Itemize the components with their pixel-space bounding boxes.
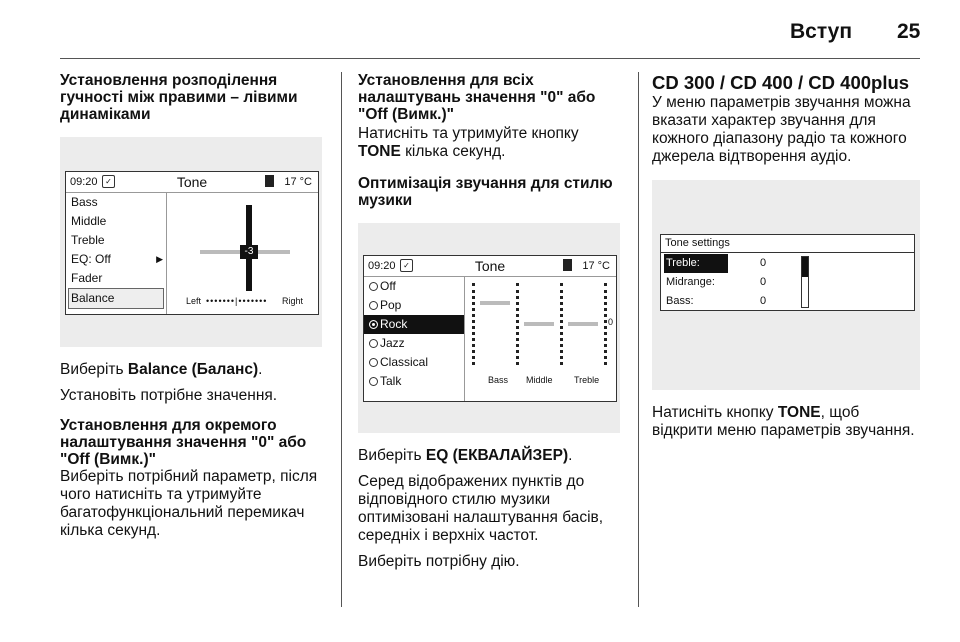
menu-item-middle[interactable]: Middle — [71, 214, 107, 228]
paragraph-press-tone — [652, 404, 924, 440]
menu-item-eq-label: EQ: Off — [71, 252, 111, 266]
temperature: 17 °C — [284, 176, 312, 188]
eq-menu — [364, 277, 465, 401]
heading-reset-all: Установлення для всіх налаштувань значення "0" або "Off (Вимк.)" — [358, 72, 596, 123]
setting-label: Treble: — [664, 254, 728, 273]
balance-screenshot — [60, 137, 322, 347]
menu-item-treble[interactable]: Treble — [71, 233, 105, 247]
column-2 — [358, 72, 620, 571]
balance-value-badge: -3 — [240, 245, 258, 259]
temperature: 17 °C — [582, 260, 610, 272]
setting-value: 0 — [760, 295, 767, 307]
radio-icon — [369, 339, 378, 348]
bass-level-bar — [480, 301, 510, 305]
eq-dotted-line — [604, 283, 607, 365]
clock-icon: ✓ — [102, 175, 115, 188]
status-bar — [66, 172, 318, 193]
eq-option-pop[interactable] — [364, 296, 464, 315]
setting-row-treble[interactable] — [664, 254, 909, 273]
radio-icon — [369, 282, 378, 291]
setting-value: 0 — [760, 276, 767, 288]
text: Виберіть — [358, 447, 426, 464]
column-1 — [60, 72, 322, 540]
tone-settings-screen — [660, 234, 915, 311]
bold-text: EQ (ЕКВАЛАЙЗЕР) — [425, 447, 569, 464]
page-header — [0, 0, 960, 60]
eq-dotted-line — [472, 283, 475, 365]
option-label: Pop — [380, 298, 402, 312]
slider-dots: •••••••|••••••• — [206, 296, 268, 306]
column-divider-2 — [638, 72, 639, 607]
eq-screenshot — [358, 223, 620, 433]
text: Натисніть кнопку — [652, 404, 778, 421]
eq-option-classical[interactable] — [364, 353, 464, 372]
tone-eq-screen — [363, 255, 617, 402]
scrollbar-thumb[interactable] — [802, 257, 808, 277]
middle-label: Middle — [526, 375, 553, 385]
column-divider-1 — [341, 72, 342, 607]
menu-item-bass[interactable]: Bass — [71, 195, 98, 209]
text: , щоб відкрити меню параметрів звучання. — [652, 404, 915, 439]
setting-label: Bass: — [666, 295, 694, 307]
text: . — [258, 361, 263, 378]
bold-text: TONE — [777, 404, 821, 421]
eq-option-talk[interactable] — [364, 372, 464, 391]
eq-dotted-line — [516, 283, 519, 365]
screen-title: Tone — [474, 258, 506, 274]
header-divider — [60, 58, 920, 59]
option-label: Jazz — [380, 336, 405, 350]
middle-level-bar — [524, 322, 554, 326]
radio-icon — [369, 377, 378, 386]
eq-dotted-line — [560, 283, 563, 365]
option-label: Talk — [380, 374, 402, 388]
zero-label: 0 — [608, 317, 614, 327]
paragraph-tone-intro: У меню параметрів звучання можна вказати характер звучання для кожного діапазону радіо та кожного джерела відтворення аудіо. — [652, 94, 911, 165]
text: Виберіть — [60, 361, 128, 378]
right-label: Right — [282, 296, 304, 306]
paragraph-single-reset: Виберіть потрібний параметр, після чого натисніть та утримуйте багатофункціональний перемикач кілька секунд. — [60, 468, 318, 539]
bold-text: Balance (Баланс) — [127, 361, 259, 378]
thermometer-icon — [563, 259, 572, 271]
bass-label: Bass — [488, 375, 509, 385]
option-label: Rock — [380, 317, 408, 331]
screen-title: Tone — [176, 174, 208, 190]
text: Натисніть та утримуйте кнопку — [358, 125, 579, 142]
paragraph-eq-description: Серед відображених пунктів до відповідного стилю музики оптимізовані налаштування басів, середніх і верхніх частот. — [358, 473, 604, 544]
tone-screen — [65, 171, 319, 315]
bold-text: TONE — [358, 143, 401, 160]
menu-item-balance[interactable]: Balance — [68, 288, 164, 309]
paragraph-select-eq — [358, 447, 620, 465]
eq-bars — [466, 277, 616, 401]
section-title: Вступ — [790, 20, 853, 43]
paragraph-select-balance — [60, 361, 322, 379]
eq-option-jazz[interactable] — [364, 334, 464, 353]
setting-row-midrange[interactable] — [664, 273, 909, 292]
settings-scrollbar[interactable] — [801, 256, 809, 308]
tone-settings-title: Tone settings — [665, 237, 730, 249]
paragraph-select-action: Виберіть потрібну дію. — [358, 553, 520, 570]
balance-slider[interactable] — [168, 193, 318, 314]
paragraph-set-value: Установіть потрібне значення. — [60, 387, 278, 404]
option-label: Off — [380, 279, 396, 293]
radio-selected-icon — [369, 320, 378, 329]
thermometer-icon — [265, 175, 274, 187]
clock-time: 09:20 — [368, 260, 396, 272]
menu-item-fader[interactable]: Fader — [71, 271, 103, 285]
text: . — [568, 447, 573, 464]
paragraph-reset-all — [358, 125, 620, 161]
text: кілька секунд. — [400, 143, 506, 160]
left-label: Left — [186, 296, 202, 306]
radio-icon — [369, 358, 378, 367]
status-bar — [364, 256, 616, 277]
treble-label: Treble — [574, 375, 600, 385]
heading-balance: Установлення розподілення гучності між правими – лівими динаміками — [60, 72, 298, 123]
setting-value: 0 — [760, 257, 767, 269]
setting-row-bass[interactable] — [664, 292, 909, 311]
chevron-right-icon: ▶ — [156, 254, 163, 264]
treble-level-bar — [568, 322, 598, 326]
page-number: 25 — [897, 20, 921, 43]
option-label: Classical — [380, 355, 429, 369]
radio-icon — [369, 301, 378, 310]
setting-label: Midrange: — [666, 276, 715, 288]
tone-settings-divider — [661, 252, 914, 253]
clock-icon: ✓ — [400, 259, 413, 272]
heading-music-style: Оптимізація звучання для стилю музики — [358, 175, 613, 209]
heading-single-reset: Установлення для окремого налаштування значення "0" або "Off (Вимк.)" — [60, 417, 307, 468]
eq-option-off[interactable] — [364, 277, 464, 296]
menu-item-eq[interactable] — [66, 250, 166, 269]
column-3 — [652, 72, 924, 440]
heading-cd-models: CD 300 / CD 400 / CD 400plus — [652, 72, 910, 93]
clock-time: 09:20 — [70, 176, 98, 188]
eq-option-rock[interactable] — [364, 315, 464, 334]
tone-menu — [66, 193, 167, 314]
tone-settings-screenshot — [652, 180, 920, 390]
